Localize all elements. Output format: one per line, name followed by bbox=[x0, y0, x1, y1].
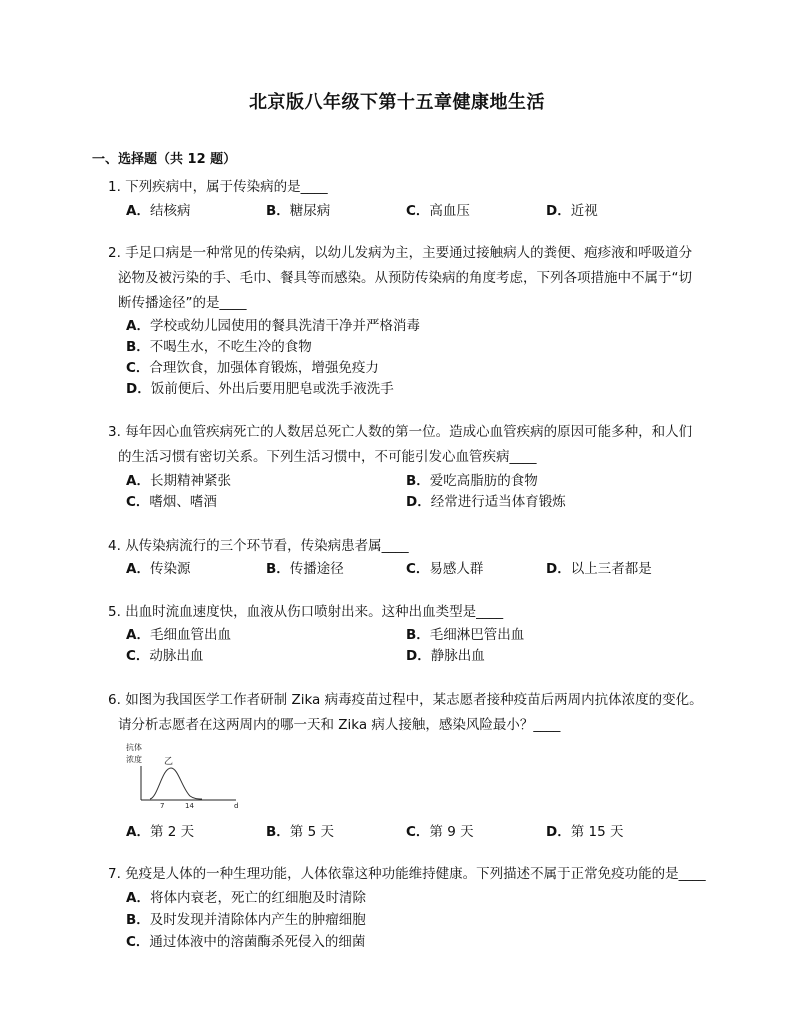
figure-ylabel-line-1: 抗体 bbox=[126, 743, 142, 752]
option-d[interactable]: D．经常进行适当体育锻炼 bbox=[406, 494, 566, 510]
option-d[interactable]: D．近视 bbox=[546, 203, 598, 219]
option-c[interactable]: C．嗜烟、嗜酒 bbox=[126, 494, 217, 510]
option-d[interactable]: D．静脉出血 bbox=[406, 648, 485, 664]
option-b[interactable]: B．不喝生水，不吃生冷的食物 bbox=[126, 339, 312, 355]
stem-line: 的生活习惯有密切关系。下列生活习惯中，不可能引发心血管疾病____ bbox=[118, 449, 537, 465]
option-b[interactable]: B．毛细淋巴管出血 bbox=[406, 627, 525, 643]
figure-curve bbox=[150, 768, 202, 799]
option-d[interactable]: D．饭前便后、外出后要用肥皂或洗手液洗手 bbox=[126, 381, 394, 397]
stem-line: 6. 如图为我国医学工作者研制 Zika 病毒疫苗过程中，某志愿者接种疫苗后两周内抗体浓度的变化。 bbox=[108, 692, 703, 708]
figure-curve-label: 乙 bbox=[164, 757, 174, 767]
option-a[interactable]: A．学校或幼儿园使用的餐具洗清干净并严格消毒 bbox=[126, 318, 420, 334]
option-b[interactable]: B．糖尿病 bbox=[266, 203, 331, 219]
option-c[interactable]: C．高血压 bbox=[406, 203, 470, 219]
section-heading: 一、选择题（共 12 题） bbox=[92, 152, 237, 167]
option-a[interactable]: A．长期精神紧张 bbox=[126, 473, 231, 489]
option-a[interactable]: A．第 2 天 bbox=[126, 824, 195, 840]
figure-tick-14: 14 bbox=[185, 802, 194, 810]
option-d[interactable]: D．以上三者都是 bbox=[546, 561, 652, 577]
option-c[interactable]: C．第 9 天 bbox=[406, 824, 474, 840]
stem-line: 请分析志愿者在这两周内的哪一天和 Zika 病人接触，感染风险最小？____ bbox=[118, 717, 561, 733]
stem-line: 下列疾病中，属于传染病的是____ bbox=[125, 179, 328, 195]
figure-ylabel-line-2: 浓度 bbox=[126, 755, 142, 764]
stem-line: 7. 免疫是人体的一种生理功能，人体依靠这种功能维持健康。下列描述不属于正常免疫功能的是____ bbox=[108, 866, 706, 882]
option-b[interactable]: B．第 5 天 bbox=[266, 824, 334, 840]
option-a[interactable]: A．结核病 bbox=[126, 203, 191, 219]
figure-tick-7: 7 bbox=[160, 802, 165, 810]
option-b[interactable]: B．传播途径 bbox=[266, 561, 344, 577]
stem-line: 4. 从传染病流行的三个环节看，传染病患者属____ bbox=[108, 538, 409, 554]
stem-line: 5. 出血时流血速度快，血液从伤口喷射出来。这种出血类型是____ bbox=[108, 604, 504, 620]
stem-line: 2. 手足口病是一种常见的传染病，以幼儿发病为主，主要通过接触病人的粪便、疱疹液和呼吸道分 bbox=[108, 245, 693, 261]
stem-line: 3. 每年因心血管疾病死亡的人数居总死亡人数的第一位。造成心血管疾病的原因可能多种，和人们 bbox=[108, 424, 693, 440]
option-a[interactable]: A．将体内衰老，死亡的红细胞及时清除 bbox=[126, 890, 366, 906]
option-c[interactable]: C．易感人群 bbox=[406, 561, 484, 577]
stem-line: 断传播途径”的是____ bbox=[118, 295, 247, 311]
option-d[interactable]: D．第 15 天 bbox=[546, 824, 624, 840]
stem-line: 泌物及被污染的手、毛巾、餐具等而感染。从预防传染病的角度考虑，下列各项措施中不属于“切 bbox=[118, 270, 692, 286]
option-c[interactable]: C．合理饮食，加强体育锻炼，增强免疫力 bbox=[126, 360, 379, 376]
question-stem bbox=[108, 175, 328, 195]
option-c[interactable]: C．通过体液中的溶菌酶杀死侵入的细菌 bbox=[126, 934, 366, 950]
figure-x-unit: d bbox=[234, 802, 239, 810]
option-b[interactable]: B．爱吃高脂肪的食物 bbox=[406, 473, 538, 489]
option-a[interactable]: A．传染源 bbox=[126, 561, 191, 577]
option-b[interactable]: B．及时发现并清除体内产生的肿瘤细胞 bbox=[126, 912, 366, 928]
option-c[interactable]: C．动脉出血 bbox=[126, 648, 204, 664]
option-a[interactable]: A．毛细血管出血 bbox=[126, 627, 231, 643]
page-title: 北京版八年级下第十五章健康地生活 bbox=[249, 92, 545, 113]
question-number: 1. bbox=[108, 179, 121, 195]
antibody-figure bbox=[124, 740, 248, 810]
